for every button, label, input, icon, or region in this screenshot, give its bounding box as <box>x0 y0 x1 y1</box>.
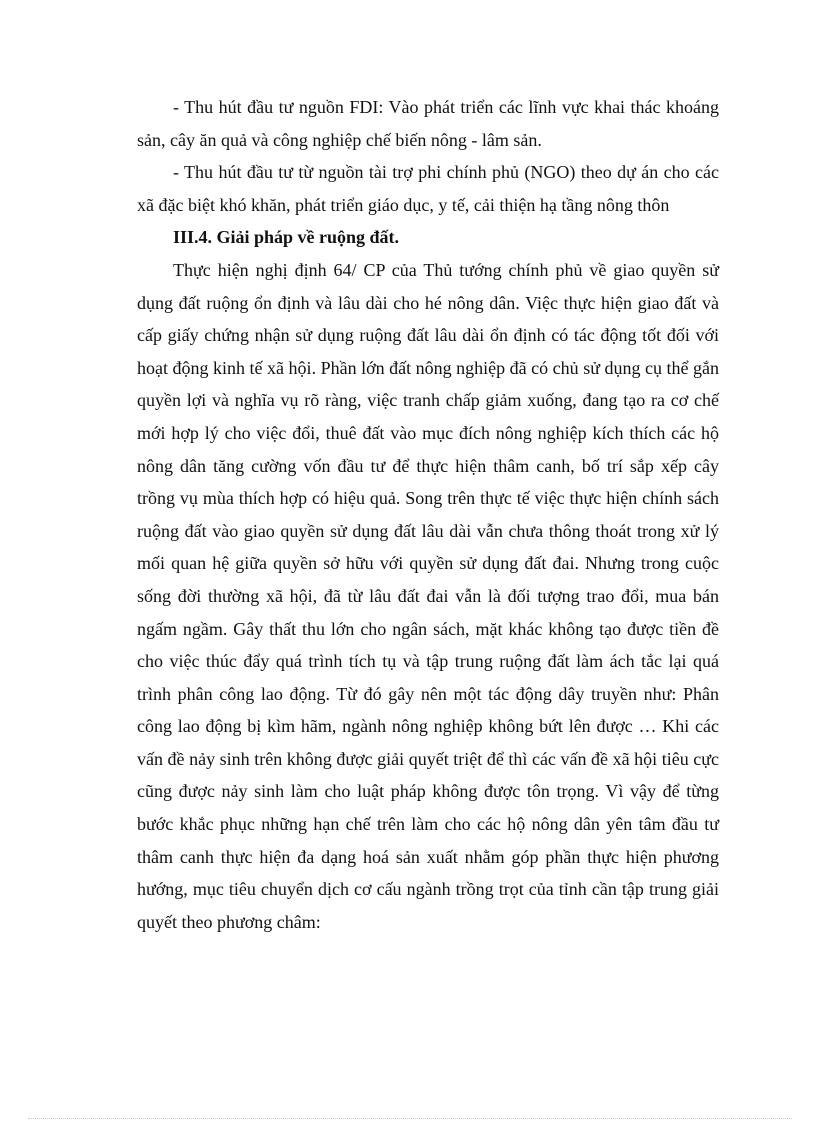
document-body <box>137 91 719 938</box>
paragraph-land-policy: Thực hiện nghị định 64/ CP của Thủ tướng chính phủ về giao quyền sử dụng đất ruộng ổn định và lâu dài cho hé nông dân. Việc thực hiện giao đất và cấp giấy chứng nhận sử dụng ruộng đất lâu dài ổn định có tác động tốt đối với hoạt động kinh tế xã hội. Phần lớn đất nông nghiệp đã có chủ sử dụng cụ thể gắn quyền lợi và nghĩa vụ rõ ràng, việc tranh chấp giảm xuống, đang tạo ra cơ chế mới hợp lý cho việc đổi, thuê đất vào mục đích nông nghiệp kích thích các hộ nông dân tăng cường vốn đầu tư để thực hiện thâm canh, bố trí sắp xếp cây trồng vụ mùa thích hợp có hiệu quả. Song trên thực tế việc thực hiện chính sách ruộng đất vào giao quyền sử dụng đất lâu dài vẫn chưa thông thoát trong xử lý mối quan hệ giữa quyền sở hữu với quyền sử dụng đất đai. Nhưng trong cuộc sống đời thường xã hội, đã từ lâu đất đai vẫn là đối tượng trao đổi, mua bán ngấm ngầm. Gây thất thu lớn cho ngân sách, mặt khác không tạo được tiền đề cho việc thúc đẩy quá trình tích tụ và tập trung ruộng đất làm ách tắc lại quá trình phân công lao động. Từ đó gây nên một tác động dây truyền như: Phân công lao động bị kìm hãm, ngành nông nghiệp không bứt lên được … Khi các vấn đề nảy sinh trên không được giải quyết triệt để thì các vấn đề xã hội tiêu cực cũng được nảy sinh làm cho luật pháp không được tôn trọng. Vì vậy để từng bước khắc phục những hạn chế trên làm cho các hộ nông dân yên tâm đầu tư thâm canh thực hiện đa dạng hoá sản xuất nhằm góp phần thực hiện phương hướng, mục tiêu chuyển dịch cơ cấu ngành trồng trọt của tỉnh cần tập trung giải quyết theo phương châm: <box>137 259 719 932</box>
section-heading: III.4. Giải pháp về ruộng đất. <box>173 227 400 248</box>
page-bottom-divider <box>28 1118 792 1119</box>
paragraph-ngo: - Thu hút đầu tư từ nguồn tài trợ phi chính phủ (NGO) theo dự án cho các xã đặc biệt khó khăn, phát triển giáo dục, y tế, cải thiện hạ tầng nông thôn <box>137 162 719 215</box>
paragraph-fdi: - Thu hút đầu tư nguồn FDI: Vào phát triển các lĩnh vực khai thác khoáng sản, cây ăn quả và công nghiệp chế biến nông - lâm sản. <box>137 97 719 150</box>
